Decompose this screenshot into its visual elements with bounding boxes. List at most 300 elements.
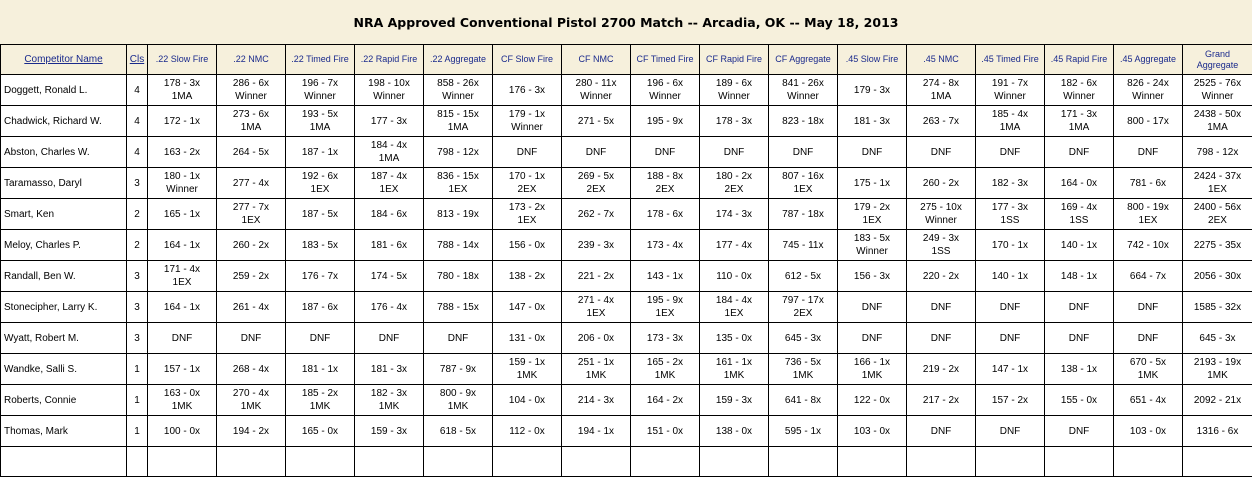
- score-cell: [976, 230, 1045, 261]
- class-cell: [127, 292, 148, 323]
- score-cell: [907, 354, 976, 385]
- cell-award: 1EX: [586, 308, 606, 319]
- cell-value: 194 - 1x: [577, 425, 615, 437]
- score-cell: [907, 168, 976, 199]
- score-cell: [700, 261, 769, 292]
- cell-award: 1MK: [1137, 370, 1159, 381]
- cell-value: 181 - 3x: [853, 115, 891, 127]
- score-cell: [562, 199, 631, 230]
- cell-value: 140 - 1x: [1060, 239, 1098, 251]
- class-cell: [127, 168, 148, 199]
- cell-value: 807 - 16x: [782, 171, 824, 182]
- cell-value: 214 - 3x: [577, 394, 615, 406]
- score-cell: [355, 354, 424, 385]
- score-cell: [631, 199, 700, 230]
- cell-award: 1MK: [1207, 370, 1228, 381]
- cell-value: 264 - 5x: [232, 146, 270, 158]
- score-cell: [355, 75, 424, 106]
- competitor-name-cell: [1, 168, 127, 199]
- score-cell: [217, 385, 286, 416]
- empty-cell: [700, 447, 769, 477]
- cell-value: 798 - 12x: [437, 146, 479, 158]
- cell-value: 161 - 1x: [715, 357, 753, 368]
- cell-value: 180 - 2x: [715, 171, 753, 182]
- column-header-cf-rapid-fire: CF Rapid Fire: [700, 45, 769, 75]
- cell-award: 1EX: [379, 184, 399, 195]
- cell-award: 2EX: [793, 308, 813, 319]
- score-cell: [355, 261, 424, 292]
- cell-value: DNF: [999, 146, 1021, 158]
- score-cell: [1183, 106, 1252, 137]
- empty-cell: [769, 447, 838, 477]
- score-cell: [493, 199, 562, 230]
- score-cell: [493, 230, 562, 261]
- score-cell: [700, 354, 769, 385]
- cell-award: 1MA: [1068, 122, 1090, 133]
- score-cell: [148, 261, 217, 292]
- score-cell: [700, 292, 769, 323]
- cell-value: 263 - 7x: [922, 115, 960, 127]
- cell-value: 184 - 4x: [715, 295, 753, 306]
- score-cell: [1045, 230, 1114, 261]
- cell-value: 174 - 5x: [370, 270, 408, 282]
- score-cell: [1045, 75, 1114, 106]
- empty-cell: [562, 447, 631, 477]
- score-cell: [148, 106, 217, 137]
- cell-award: 1MK: [309, 401, 331, 412]
- score-cell: [286, 323, 355, 354]
- cell-award: 1MA: [171, 91, 193, 102]
- cell-value: 206 - 0x: [577, 332, 615, 344]
- cell-value: 788 - 14x: [437, 239, 479, 251]
- cell-value: 178 - 3x: [715, 115, 753, 127]
- empty-cell: [1114, 447, 1183, 477]
- cell-value: 249 - 3x: [922, 233, 960, 244]
- cell-value: 2438 - 50x: [1193, 109, 1242, 120]
- empty-cell: [838, 447, 907, 477]
- score-cell: [355, 323, 424, 354]
- cell-award: 1MK: [654, 370, 676, 381]
- cell-value: Doggett, Ronald L.: [4, 84, 88, 96]
- cell-value: 181 - 3x: [370, 363, 408, 375]
- cell-value: 2056 - 30x: [1193, 270, 1242, 282]
- cell-value: DNF: [1137, 332, 1159, 344]
- score-cell: [148, 137, 217, 168]
- column-header-45-nmc: .45 NMC: [907, 45, 976, 75]
- score-cell: [1114, 261, 1183, 292]
- cell-value: 645 - 3x: [1199, 332, 1236, 344]
- score-cell: [424, 199, 493, 230]
- cell-value: 2275 - 35x: [1193, 239, 1242, 251]
- cell-value: 261 - 4x: [232, 301, 270, 313]
- cell-value: 787 - 18x: [782, 208, 824, 220]
- score-cell: [355, 230, 424, 261]
- cell-value: 170 - 1x: [991, 239, 1029, 251]
- cell-award: 2EX: [586, 184, 606, 195]
- competitor-name-cell: [1, 292, 127, 323]
- score-cell: [1114, 292, 1183, 323]
- score-cell: [631, 168, 700, 199]
- score-cell: [493, 416, 562, 447]
- score-cell: [769, 106, 838, 137]
- cell-value: 745 - 11x: [782, 239, 824, 251]
- score-cell: [217, 416, 286, 447]
- score-cell: [1045, 261, 1114, 292]
- cell-value: 164 - 2x: [646, 394, 684, 406]
- cell-value: 185 - 2x: [301, 388, 339, 399]
- cell-value: 138 - 2x: [508, 270, 546, 282]
- cell-value: 3: [134, 332, 140, 344]
- cell-value: 173 - 2x: [508, 202, 546, 213]
- cell-value: 2525 - 76x: [1193, 78, 1242, 89]
- cell-value: 112 - 0x: [509, 425, 545, 437]
- score-cell: [148, 230, 217, 261]
- empty-cell: [424, 447, 493, 477]
- cell-value: 2: [134, 239, 140, 251]
- table-row: [1, 261, 1252, 292]
- score-cell: [1183, 354, 1252, 385]
- score-cell: [907, 199, 976, 230]
- cell-value: 181 - 6x: [370, 239, 408, 251]
- score-cell: [217, 261, 286, 292]
- cell-value: 664 - 7x: [1129, 270, 1167, 282]
- score-cell: [769, 199, 838, 230]
- score-cell: [1183, 137, 1252, 168]
- cell-value: DNF: [1068, 301, 1090, 313]
- cell-value: DNF: [861, 146, 883, 158]
- cell-value: DNF: [861, 301, 883, 313]
- score-cell: [631, 292, 700, 323]
- cell-value: Abston, Charles W.: [4, 146, 90, 158]
- score-cell: [286, 416, 355, 447]
- cell-value: 277 - 4x: [232, 177, 270, 189]
- score-cell: [148, 292, 217, 323]
- score-cell: [493, 323, 562, 354]
- score-cell: [769, 261, 838, 292]
- score-cell: [1183, 199, 1252, 230]
- score-cell: [562, 137, 631, 168]
- score-cell: [976, 168, 1045, 199]
- score-cell: [148, 323, 217, 354]
- cell-award: Winner: [235, 91, 267, 102]
- score-cell: [424, 106, 493, 137]
- cell-value: 260 - 2x: [922, 177, 960, 189]
- cell-value: 269 - 5x: [577, 171, 615, 182]
- score-cell: [907, 323, 976, 354]
- cell-value: 173 - 4x: [646, 239, 684, 251]
- cell-value: 178 - 6x: [646, 208, 684, 220]
- score-cell: [1045, 168, 1114, 199]
- score-cell: [1114, 416, 1183, 447]
- score-cell: [424, 137, 493, 168]
- cell-award: Winner: [649, 91, 681, 102]
- score-cell: [562, 75, 631, 106]
- cell-award: 1EX: [1208, 184, 1227, 195]
- cell-award: 1EX: [517, 215, 537, 226]
- competitor-name-cell: [1, 199, 127, 230]
- score-cell: [493, 168, 562, 199]
- cell-value: 104 - 0x: [508, 394, 546, 406]
- cell-award: 2EX: [1208, 215, 1227, 226]
- score-cell: [355, 168, 424, 199]
- score-cell: [976, 137, 1045, 168]
- score-cell: [424, 261, 493, 292]
- cell-value: 4: [134, 115, 140, 127]
- score-cell: [1114, 354, 1183, 385]
- score-cell: [838, 137, 907, 168]
- cell-value: 156 - 3x: [853, 270, 891, 282]
- cell-value: DNF: [378, 332, 400, 344]
- score-cell: [562, 354, 631, 385]
- score-cell: [424, 168, 493, 199]
- score-cell: [769, 75, 838, 106]
- column-header-cls[interactable]: Cls: [127, 45, 148, 75]
- cell-award: 1MK: [171, 401, 193, 412]
- score-cell: [838, 416, 907, 447]
- table-row: [1, 168, 1252, 199]
- cell-value: 826 - 24x: [1127, 78, 1169, 89]
- score-cell: [217, 354, 286, 385]
- score-cell: [769, 168, 838, 199]
- cell-value: 3: [134, 177, 140, 189]
- cell-award: 2EX: [724, 184, 744, 195]
- cell-value: 277 - 7x: [232, 202, 270, 213]
- cell-value: 187 - 5x: [301, 208, 339, 220]
- score-cell: [1114, 230, 1183, 261]
- score-cell: [424, 323, 493, 354]
- column-header-22-timed-fire: .22 Timed Fire: [286, 45, 355, 75]
- cell-award: Winner: [1201, 91, 1234, 102]
- score-cell: [769, 137, 838, 168]
- cell-award: 1EX: [862, 215, 882, 226]
- cell-award: 1MK: [447, 401, 469, 412]
- cell-value: 138 - 1x: [1060, 363, 1098, 375]
- score-cell: [148, 168, 217, 199]
- score-cell: [976, 199, 1045, 230]
- cell-value: 179 - 2x: [853, 202, 891, 213]
- cell-value: 147 - 0x: [508, 301, 546, 313]
- score-cell: [976, 106, 1045, 137]
- score-cell: [976, 323, 1045, 354]
- score-cell: [562, 323, 631, 354]
- score-cell: [769, 230, 838, 261]
- competitor-name-cell: [1, 354, 127, 385]
- score-cell: [838, 106, 907, 137]
- score-cell: [1045, 199, 1114, 230]
- column-header-cf-aggregate: CF Aggregate: [769, 45, 838, 75]
- score-cell: [217, 75, 286, 106]
- cell-value: 110 - 0x: [716, 270, 752, 282]
- cell-value: 169 - 4x: [1060, 202, 1098, 213]
- competitor-name-cell: [1, 416, 127, 447]
- score-cell: [838, 385, 907, 416]
- cell-value: Taramasso, Daryl: [4, 177, 82, 189]
- cell-value: Chadwick, Richard W.: [4, 115, 102, 127]
- score-cell: [631, 416, 700, 447]
- page-title: NRA Approved Conventional Pistol 2700 Match -- Arcadia, OK -- May 18, 2013: [0, 0, 1252, 45]
- score-cell: [976, 416, 1045, 447]
- cell-value: 177 - 3x: [991, 202, 1029, 213]
- score-cell: [562, 261, 631, 292]
- cell-value: DNF: [792, 146, 814, 158]
- cell-value: DNF: [861, 332, 883, 344]
- cell-value: 275 - 10x: [920, 202, 962, 213]
- cell-award: Winner: [856, 246, 888, 257]
- score-cell: [286, 230, 355, 261]
- cell-value: 260 - 2x: [232, 239, 270, 251]
- score-cell: [907, 292, 976, 323]
- score-cell: [355, 199, 424, 230]
- score-cell: [355, 385, 424, 416]
- score-cell: [493, 385, 562, 416]
- score-cell: [838, 323, 907, 354]
- cell-award: 1EX: [655, 308, 675, 319]
- score-cell: [355, 416, 424, 447]
- column-header-cf-nmc: CF NMC: [562, 45, 631, 75]
- cell-award: 1MK: [240, 401, 262, 412]
- cell-value: 176 - 4x: [370, 301, 408, 313]
- cell-value: DNF: [585, 146, 607, 158]
- score-cell: [838, 354, 907, 385]
- cell-award: Winner: [787, 91, 819, 102]
- score-cell: [493, 137, 562, 168]
- empty-cell: [907, 447, 976, 477]
- cell-value: Smart, Ken: [4, 208, 55, 220]
- cell-award: Winner: [580, 91, 612, 102]
- score-cell: [769, 385, 838, 416]
- cell-value: 3: [134, 301, 140, 313]
- cell-value: 172 - 1x: [163, 115, 201, 127]
- score-cell: [148, 75, 217, 106]
- cell-value: DNF: [447, 332, 469, 344]
- score-cell: [562, 230, 631, 261]
- cell-value: 3: [134, 270, 140, 282]
- score-cell: [631, 230, 700, 261]
- cell-value: 2193 - 19x: [1193, 357, 1242, 368]
- cell-value: 180 - 1x: [163, 171, 201, 182]
- competitor-name-cell: [1, 75, 127, 106]
- cell-value: 195 - 9x: [646, 115, 684, 127]
- cell-value: 641 - 8x: [784, 394, 822, 406]
- score-cell: [1183, 168, 1252, 199]
- cell-value: 164 - 1x: [163, 301, 201, 313]
- cell-value: Wyatt, Robert M.: [4, 332, 79, 344]
- column-header-competitor-name[interactable]: Competitor Name: [1, 45, 127, 75]
- empty-cell: [217, 447, 286, 477]
- cell-value: DNF: [1137, 146, 1159, 158]
- score-cell: [838, 75, 907, 106]
- score-cell: [562, 292, 631, 323]
- score-cell: [631, 137, 700, 168]
- score-cell: [976, 75, 1045, 106]
- score-cell: [148, 385, 217, 416]
- cell-value: 181 - 1x: [301, 363, 339, 375]
- score-cell: [700, 106, 769, 137]
- cell-value: DNF: [930, 425, 952, 437]
- score-cell: [1114, 168, 1183, 199]
- score-cell: [148, 354, 217, 385]
- cell-value: 193 - 5x: [301, 109, 339, 120]
- cell-value: 836 - 15x: [437, 171, 479, 182]
- cell-value: Randall, Ben W.: [4, 270, 76, 282]
- score-cell: [286, 385, 355, 416]
- cell-award: 1MA: [999, 122, 1021, 133]
- cell-value: 166 - 1x: [853, 357, 891, 368]
- class-cell: [127, 323, 148, 354]
- score-cell: [493, 354, 562, 385]
- score-cell: [217, 230, 286, 261]
- score-cell: [976, 261, 1045, 292]
- score-cell: [907, 106, 976, 137]
- score-cell: [1183, 323, 1252, 354]
- score-cell: [700, 137, 769, 168]
- cell-value: 1316 - 6x: [1196, 425, 1239, 437]
- cell-value: 800 - 9x: [439, 388, 477, 399]
- class-cell: [127, 75, 148, 106]
- score-cell: [631, 75, 700, 106]
- cell-value: 286 - 6x: [232, 78, 270, 89]
- cell-value: 135 - 0x: [715, 332, 753, 344]
- score-cell: [286, 106, 355, 137]
- empty-cell: [1, 447, 127, 477]
- cell-value: 645 - 3x: [784, 332, 822, 344]
- cell-value: 189 - 6x: [715, 78, 753, 89]
- score-cell: [907, 75, 976, 106]
- cell-value: 159 - 3x: [715, 394, 753, 406]
- score-cell: [1114, 75, 1183, 106]
- cell-value: 220 - 2x: [922, 270, 960, 282]
- cell-value: DNF: [171, 332, 193, 344]
- score-cell: [1045, 137, 1114, 168]
- score-cell: [562, 416, 631, 447]
- cell-value: 280 - 11x: [575, 78, 617, 89]
- cell-award: 1MA: [378, 153, 400, 164]
- table-row: [1, 416, 1252, 447]
- column-header-cf-slow-fire: CF Slow Fire: [493, 45, 562, 75]
- score-cell: [700, 168, 769, 199]
- score-cell: [148, 199, 217, 230]
- score-cell: [286, 168, 355, 199]
- cell-value: DNF: [1068, 332, 1090, 344]
- cell-value: 174 - 3x: [715, 208, 753, 220]
- cell-value: 103 - 0x: [853, 425, 891, 437]
- score-cell: [1114, 199, 1183, 230]
- class-cell: [127, 385, 148, 416]
- cell-value: 165 - 2x: [646, 357, 684, 368]
- score-cell: [355, 292, 424, 323]
- cell-value: 196 - 7x: [301, 78, 339, 89]
- cell-value: Thomas, Mark: [4, 425, 68, 437]
- empty-cell: [1183, 447, 1252, 477]
- empty-cell: [493, 447, 562, 477]
- score-cell: [493, 106, 562, 137]
- score-cell: [907, 385, 976, 416]
- cell-value: 780 - 18x: [437, 270, 479, 282]
- cell-value: 122 - 0x: [853, 394, 891, 406]
- class-cell: [127, 261, 148, 292]
- cell-value: 273 - 6x: [232, 109, 270, 120]
- cell-value: 262 - 7x: [577, 208, 615, 220]
- table-row: [1, 230, 1252, 261]
- score-cell: [976, 385, 1045, 416]
- cell-value: 163 - 0x: [163, 388, 201, 399]
- cell-award: 2EX: [655, 184, 675, 195]
- class-cell: [127, 137, 148, 168]
- cell-value: DNF: [723, 146, 745, 158]
- cell-value: Stonecipher, Larry K.: [4, 301, 98, 313]
- cell-value: 195 - 9x: [646, 295, 684, 306]
- cell-value: 815 - 15x: [437, 109, 479, 120]
